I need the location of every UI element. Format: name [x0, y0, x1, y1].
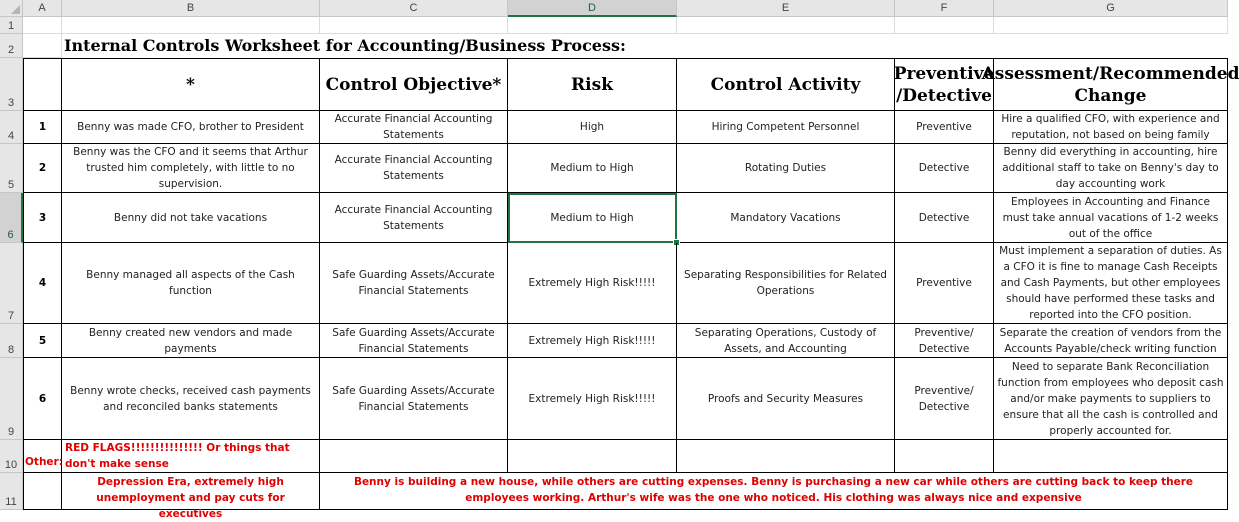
cell-f1[interactable]	[895, 17, 994, 34]
row-header-4[interactable]: 4	[0, 111, 23, 144]
row-header-7[interactable]: 7	[0, 243, 23, 324]
item-description[interactable]: Benny was the CFO and it seems that Arthur trusted him completely, with little to no supervision.	[62, 144, 320, 193]
item-risk[interactable]: Extremely High Risk!!!!!	[508, 324, 677, 358]
column-header-b[interactable]: B	[62, 0, 320, 17]
cell-d1[interactable]	[508, 17, 677, 34]
header-risk[interactable]: Risk	[508, 58, 677, 111]
item-assessment[interactable]: Separate the creation of vendors from the Accounts Payable/check writing function	[994, 324, 1228, 358]
cell-g1[interactable]	[994, 17, 1228, 34]
red-flags-note[interactable]: RED FLAGS!!!!!!!!!!!!!!! Or things that don't make sense	[62, 440, 320, 473]
item-objective[interactable]: Accurate Financial Accounting Statements	[320, 144, 508, 193]
item-activity[interactable]: Mandatory Vacations	[677, 193, 895, 243]
item-type[interactable]: Preventive/ Detective	[895, 358, 994, 440]
cell-a3[interactable]	[23, 58, 62, 111]
item-objective[interactable]: Accurate Financial Accounting Statements	[320, 111, 508, 144]
item-description[interactable]: Benny created new vendors and made payments	[62, 324, 320, 358]
benny-lifestyle-note[interactable]: Benny is building a new house, while others are cutting expenses. Benny is purchasing a new car while others are cutting back to keep there employees working. Arthur's wife was the one who noticed. His clothing was always nice and expensive	[320, 473, 1228, 510]
item-type[interactable]: Detective	[895, 193, 994, 243]
column-header-f[interactable]: F	[895, 0, 994, 17]
row-header-3[interactable]: 3	[0, 58, 23, 111]
item-objective[interactable]: Safe Guarding Assets/Accurate Financial Statements	[320, 243, 508, 324]
column-header-c[interactable]: C	[320, 0, 508, 17]
depression-note[interactable]: Depression Era, extremely high unemployment and pay cuts for executives	[62, 473, 320, 510]
item-activity[interactable]: Proofs and Security Measures	[677, 358, 895, 440]
cell-e10[interactable]	[677, 440, 895, 473]
item-number[interactable]: 5	[23, 324, 62, 358]
item-objective[interactable]: Accurate Financial Accounting Statements	[320, 193, 508, 243]
item-number[interactable]: 2	[23, 144, 62, 193]
row-header-8[interactable]: 8	[0, 324, 23, 358]
item-type[interactable]: Detective	[895, 144, 994, 193]
cell-b1[interactable]	[62, 17, 320, 34]
item-assessment[interactable]: Benny did everything in accounting, hire additional staff to take on Benny's day to day accounting work	[994, 144, 1228, 193]
header-preventive-detective[interactable]: Preventive /Detective	[895, 58, 994, 111]
item-description[interactable]: Benny was made CFO, brother to President	[62, 111, 320, 144]
item-assessment[interactable]: Hire a qualified CFO, with experience and reputation, not based on being family	[994, 111, 1228, 144]
item-objective[interactable]: Safe Guarding Assets/Accurate Financial Statements	[320, 324, 508, 358]
cell-a1[interactable]	[23, 17, 62, 34]
item-risk[interactable]: Extremely High Risk!!!!!	[508, 358, 677, 440]
column-header-d[interactable]: D	[508, 0, 677, 17]
item-number[interactable]: 1	[23, 111, 62, 144]
cell-g10[interactable]	[994, 440, 1228, 473]
cell-d10[interactable]	[508, 440, 677, 473]
row-header-5[interactable]: 5	[0, 144, 23, 193]
cell-a2[interactable]	[23, 34, 62, 58]
header-assessment[interactable]: Assessment/Recommended Change	[994, 58, 1228, 111]
cell-a11[interactable]	[23, 473, 62, 510]
cell-c1[interactable]	[320, 17, 508, 34]
other-label[interactable]: Other:	[23, 440, 62, 473]
cell-f10[interactable]	[895, 440, 994, 473]
cell-c10[interactable]	[320, 440, 508, 473]
item-risk[interactable]: High	[508, 111, 677, 144]
column-header-g[interactable]: G	[994, 0, 1228, 17]
row-header-6[interactable]: 6	[0, 193, 23, 243]
item-activity[interactable]: Separating Responsibilities for Related Operations	[677, 243, 895, 324]
row-header-9[interactable]: 9	[0, 358, 23, 440]
row-header-2[interactable]: 2	[0, 34, 23, 58]
item-risk-selected[interactable]: Medium to High	[508, 193, 677, 243]
item-objective[interactable]: Safe Guarding Assets/Accurate Financial Statements	[320, 358, 508, 440]
cell-e1[interactable]	[677, 17, 895, 34]
item-type[interactable]: Preventive	[895, 243, 994, 324]
column-header-e[interactable]: E	[677, 0, 895, 17]
item-number[interactable]: 4	[23, 243, 62, 324]
item-activity[interactable]: Rotating Duties	[677, 144, 895, 193]
row-header-10[interactable]: 10	[0, 440, 23, 473]
item-number[interactable]: 6	[23, 358, 62, 440]
item-risk[interactable]: Extremely High Risk!!!!!	[508, 243, 677, 324]
item-activity[interactable]: Separating Operations, Custody of Assets, and Accounting	[677, 324, 895, 358]
item-description[interactable]: Benny did not take vacations	[62, 193, 320, 243]
item-risk[interactable]: Medium to High	[508, 144, 677, 193]
item-description[interactable]: Benny managed all aspects of the Cash function	[62, 243, 320, 324]
item-assessment[interactable]: Employees in Accounting and Finance must take annual vacations of 1-2 weeks out of the office	[994, 193, 1228, 243]
header-control-activity[interactable]: Control Activity	[677, 58, 895, 111]
header-control-objective[interactable]: Control Objective*	[320, 58, 508, 111]
item-assessment[interactable]: Need to separate Bank Reconciliation function from employees who deposit cash and/or make payments to suppliers to ensure that all the cash is controlled and properly accounted for.	[994, 358, 1228, 440]
row-header-1[interactable]: 1	[0, 17, 23, 34]
select-all-corner[interactable]	[0, 0, 23, 17]
item-type[interactable]: Preventive	[895, 111, 994, 144]
page-title[interactable]: Internal Controls Worksheet for Accounting/Business Process:	[64, 36, 626, 55]
header-star[interactable]: *	[62, 58, 320, 111]
item-activity[interactable]: Hiring Competent Personnel	[677, 111, 895, 144]
item-assessment[interactable]: Must implement a separation of duties. As a CFO it is fine to manage Cash Receipts and Cash Payments, but other employees should have performed these tasks and reported into the CFO position.	[994, 243, 1228, 324]
item-description[interactable]: Benny wrote checks, received cash payments and reconciled banks statements	[62, 358, 320, 440]
column-header-a[interactable]: A	[23, 0, 62, 17]
item-type[interactable]: Preventive/ Detective	[895, 324, 994, 358]
item-number[interactable]: 3	[23, 193, 62, 243]
row-header-11[interactable]: 11	[0, 473, 23, 510]
